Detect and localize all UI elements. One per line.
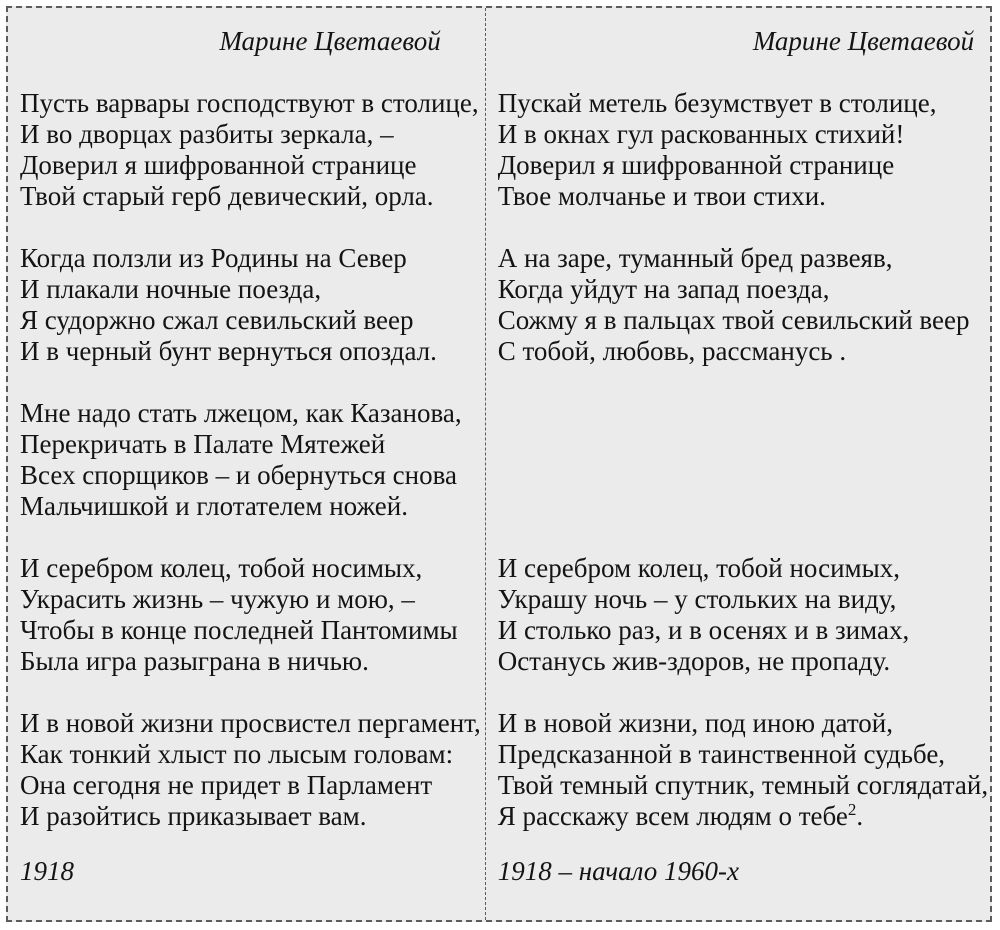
- poem-line: Доверил я шифрованной странице: [20, 150, 417, 180]
- left-stanza-3: [20, 398, 481, 522]
- footnote-marker: 2: [847, 800, 857, 819]
- poem-line-text: Я расскажу всем людям о тебе: [497, 801, 848, 831]
- date-left: 1918: [20, 856, 74, 886]
- poem-line: Украсить жизнь – чужую и мою, –: [20, 584, 415, 614]
- poem-line: И в новой жизни, под иною датой,: [497, 708, 893, 738]
- poem-line: Когда ползли из Родины на Север: [20, 243, 407, 273]
- poem-line: Перекричать в Палате Мятежей: [20, 429, 386, 459]
- dedication-left: Марине Цветаевой: [219, 26, 441, 56]
- poem-line: И в новой жизни просвистел пергамент,: [20, 708, 481, 738]
- poem-line: Доверил я шифрованной странице: [497, 150, 895, 180]
- poem-line: Всех спорщиков – и обернуться снова: [20, 460, 457, 490]
- poem-line: Останусь жив-здоров, не пропаду.: [497, 646, 891, 676]
- poem-line: Я судоржно сжал севильский веер: [20, 305, 414, 335]
- poem-line: Твое молчанье и твои стихи.: [497, 181, 826, 211]
- poem-line: Твой старый герб девический, орла.: [20, 181, 434, 211]
- left-stanza-4: [20, 553, 481, 677]
- poem-line: Была игра разыграна в ничью.: [20, 646, 369, 676]
- poem-line: Мальчишкой и глотателем ножей.: [20, 491, 408, 521]
- poem-line: И столько раз, и в осенях и в зимах,: [497, 615, 910, 645]
- date-right: 1918 – начало 1960-х: [497, 856, 739, 886]
- poem-line: И во дворцах разбиты зеркала, –: [20, 119, 394, 149]
- poem-column-left: [8, 8, 486, 920]
- poem-line: Чтобы в конце последней Пантомимы: [20, 615, 458, 645]
- right-stanza-4: [498, 708, 988, 832]
- poem-line: [498, 801, 988, 832]
- poem-line: Как тонкий хлыст по лысым головам:: [20, 739, 454, 769]
- left-stanza-1: [20, 88, 481, 212]
- poem-line: С тобой, любовь, рассманусь .: [497, 336, 847, 366]
- poem-sheet: [6, 6, 992, 922]
- dedication-right: Марине Цветаевой: [752, 26, 975, 56]
- poem-line: И разойтись приказывает вам.: [20, 801, 367, 831]
- poem-column-right: [486, 8, 992, 920]
- poem-line: А на заре, туманный бред развеяв,: [497, 243, 893, 273]
- right-stanza-1: [498, 88, 988, 212]
- poem-line: Когда уйдут на запад поезда,: [497, 274, 830, 304]
- right-omitted-stanza-space: [498, 398, 988, 522]
- poem-line: Предсказанной в таинственной судьбе,: [497, 739, 946, 769]
- left-stanza-2: [20, 243, 481, 367]
- poem-line: Украшу ночь – у стольких на виду,: [497, 584, 897, 614]
- poem-line: И серебром колец, тобой носимых,: [497, 553, 901, 583]
- left-stanza-5: [20, 708, 481, 832]
- poem-line: И в окнах гул раскованных стихий!: [497, 119, 905, 149]
- poem-line: Пускай метель безумствует в столице,: [497, 88, 937, 118]
- poem-line: Твой темный спутник, темный соглядатай,: [497, 770, 989, 800]
- poem-line: И серебром колец, тобой носимых,: [20, 553, 423, 583]
- poem-line: Пусть варвары господствуют в столице,: [20, 88, 479, 118]
- right-stanza-3: [498, 553, 988, 677]
- right-stanza-2: [498, 243, 988, 367]
- line-end-punctuation: .: [856, 801, 864, 831]
- poem-line: Мне надо стать лжецом, как Казанова,: [20, 398, 462, 428]
- poem-line: Она сегодня не придет в Парламент: [20, 770, 433, 800]
- poem-line: И в черный бунт вернуться опоздал.: [20, 336, 437, 366]
- poem-line: И плакали ночные поезда,: [20, 274, 322, 304]
- poem-line: Сожму я в пальцах твой севильский веер: [497, 305, 970, 335]
